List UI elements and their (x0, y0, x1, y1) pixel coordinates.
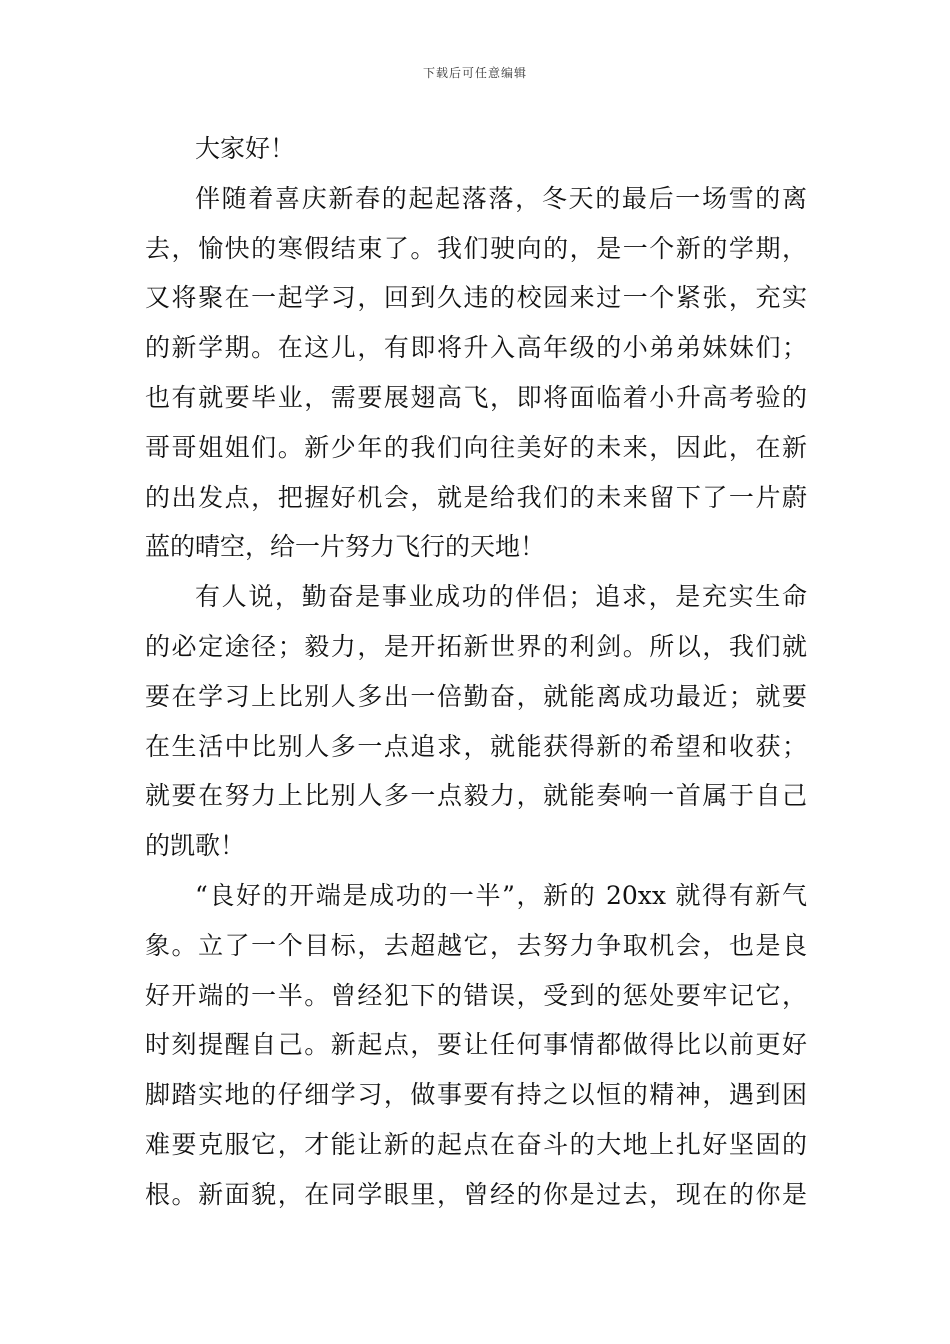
text-line: 又将聚在一起学习，回到久违的校园来过一个紧张，充实 (145, 283, 807, 313)
text-line: 的出发点，把握好机会，就是给我们的未来留下了一片蔚 (145, 482, 807, 512)
text-line: 难要克服它，才能让新的起点在奋斗的大地上扎好坚固的 (145, 1129, 807, 1159)
text-line: 的凯歌！ (145, 831, 246, 861)
text-line: 大家好！ (195, 134, 296, 163)
text-line: 就要在努力上比别人多一点毅力，就能奏响一首属于自己 (145, 781, 807, 811)
text-line: 的必定途径；毅力，是开拓新世界的利剑。所以，我们就 (145, 631, 807, 661)
text-line: 在生活中比别人多一点追求，就能获得新的希望和收获； (145, 731, 807, 761)
text-line: 时刻提醒自己。新起点，要让任何事情都做得比以前更好 (145, 1030, 807, 1060)
text-line: 脚踏实地的仔细学习，做事要有持之以恒的精神，遇到困 (145, 1080, 807, 1110)
page-header: 下载后可任意编辑 (422, 66, 527, 80)
text-line: 哥哥姐姐们。新少年的我们向往美好的未来，因此，在新 (145, 432, 807, 462)
text-line: 有人说，勤奋是事业成功的伴侣；追求，是充实生命 (195, 582, 807, 612)
text-line: 要在学习上比别人多出一倍勤奋，就能离成功最近；就要 (145, 681, 807, 711)
text-line: 好开端的一半。曾经犯下的错误，受到的惩处要牢记它， (145, 980, 807, 1010)
text-line: 去，愉快的寒假结束了。我们驶向的，是一个新的学期， (145, 233, 807, 263)
text-line: 象。立了一个目标，去超越它，去努力争取机会，也是良 (145, 930, 807, 960)
text-line: 根。新面貌，在同学眼里，曾经的你是过去，现在的你是 (145, 1179, 807, 1209)
text-line: 也有就要毕业，需要展翅高飞，即将面临着小升高考验的 (145, 382, 807, 412)
document-body (145, 124, 807, 1220)
text-line: 伴随着喜庆新春的起起落落，冬天的最后一场雪的离 (195, 183, 807, 213)
text-line: “良好的开端是成功的一半”，新的 20xx 就得有新气 (195, 880, 807, 910)
text-line: 蓝的晴空，给一片努力飞行的天地！ (145, 532, 546, 562)
text-line: 的新学期。在这儿，有即将升入高年级的小弟弟妹妹们； (145, 333, 807, 363)
